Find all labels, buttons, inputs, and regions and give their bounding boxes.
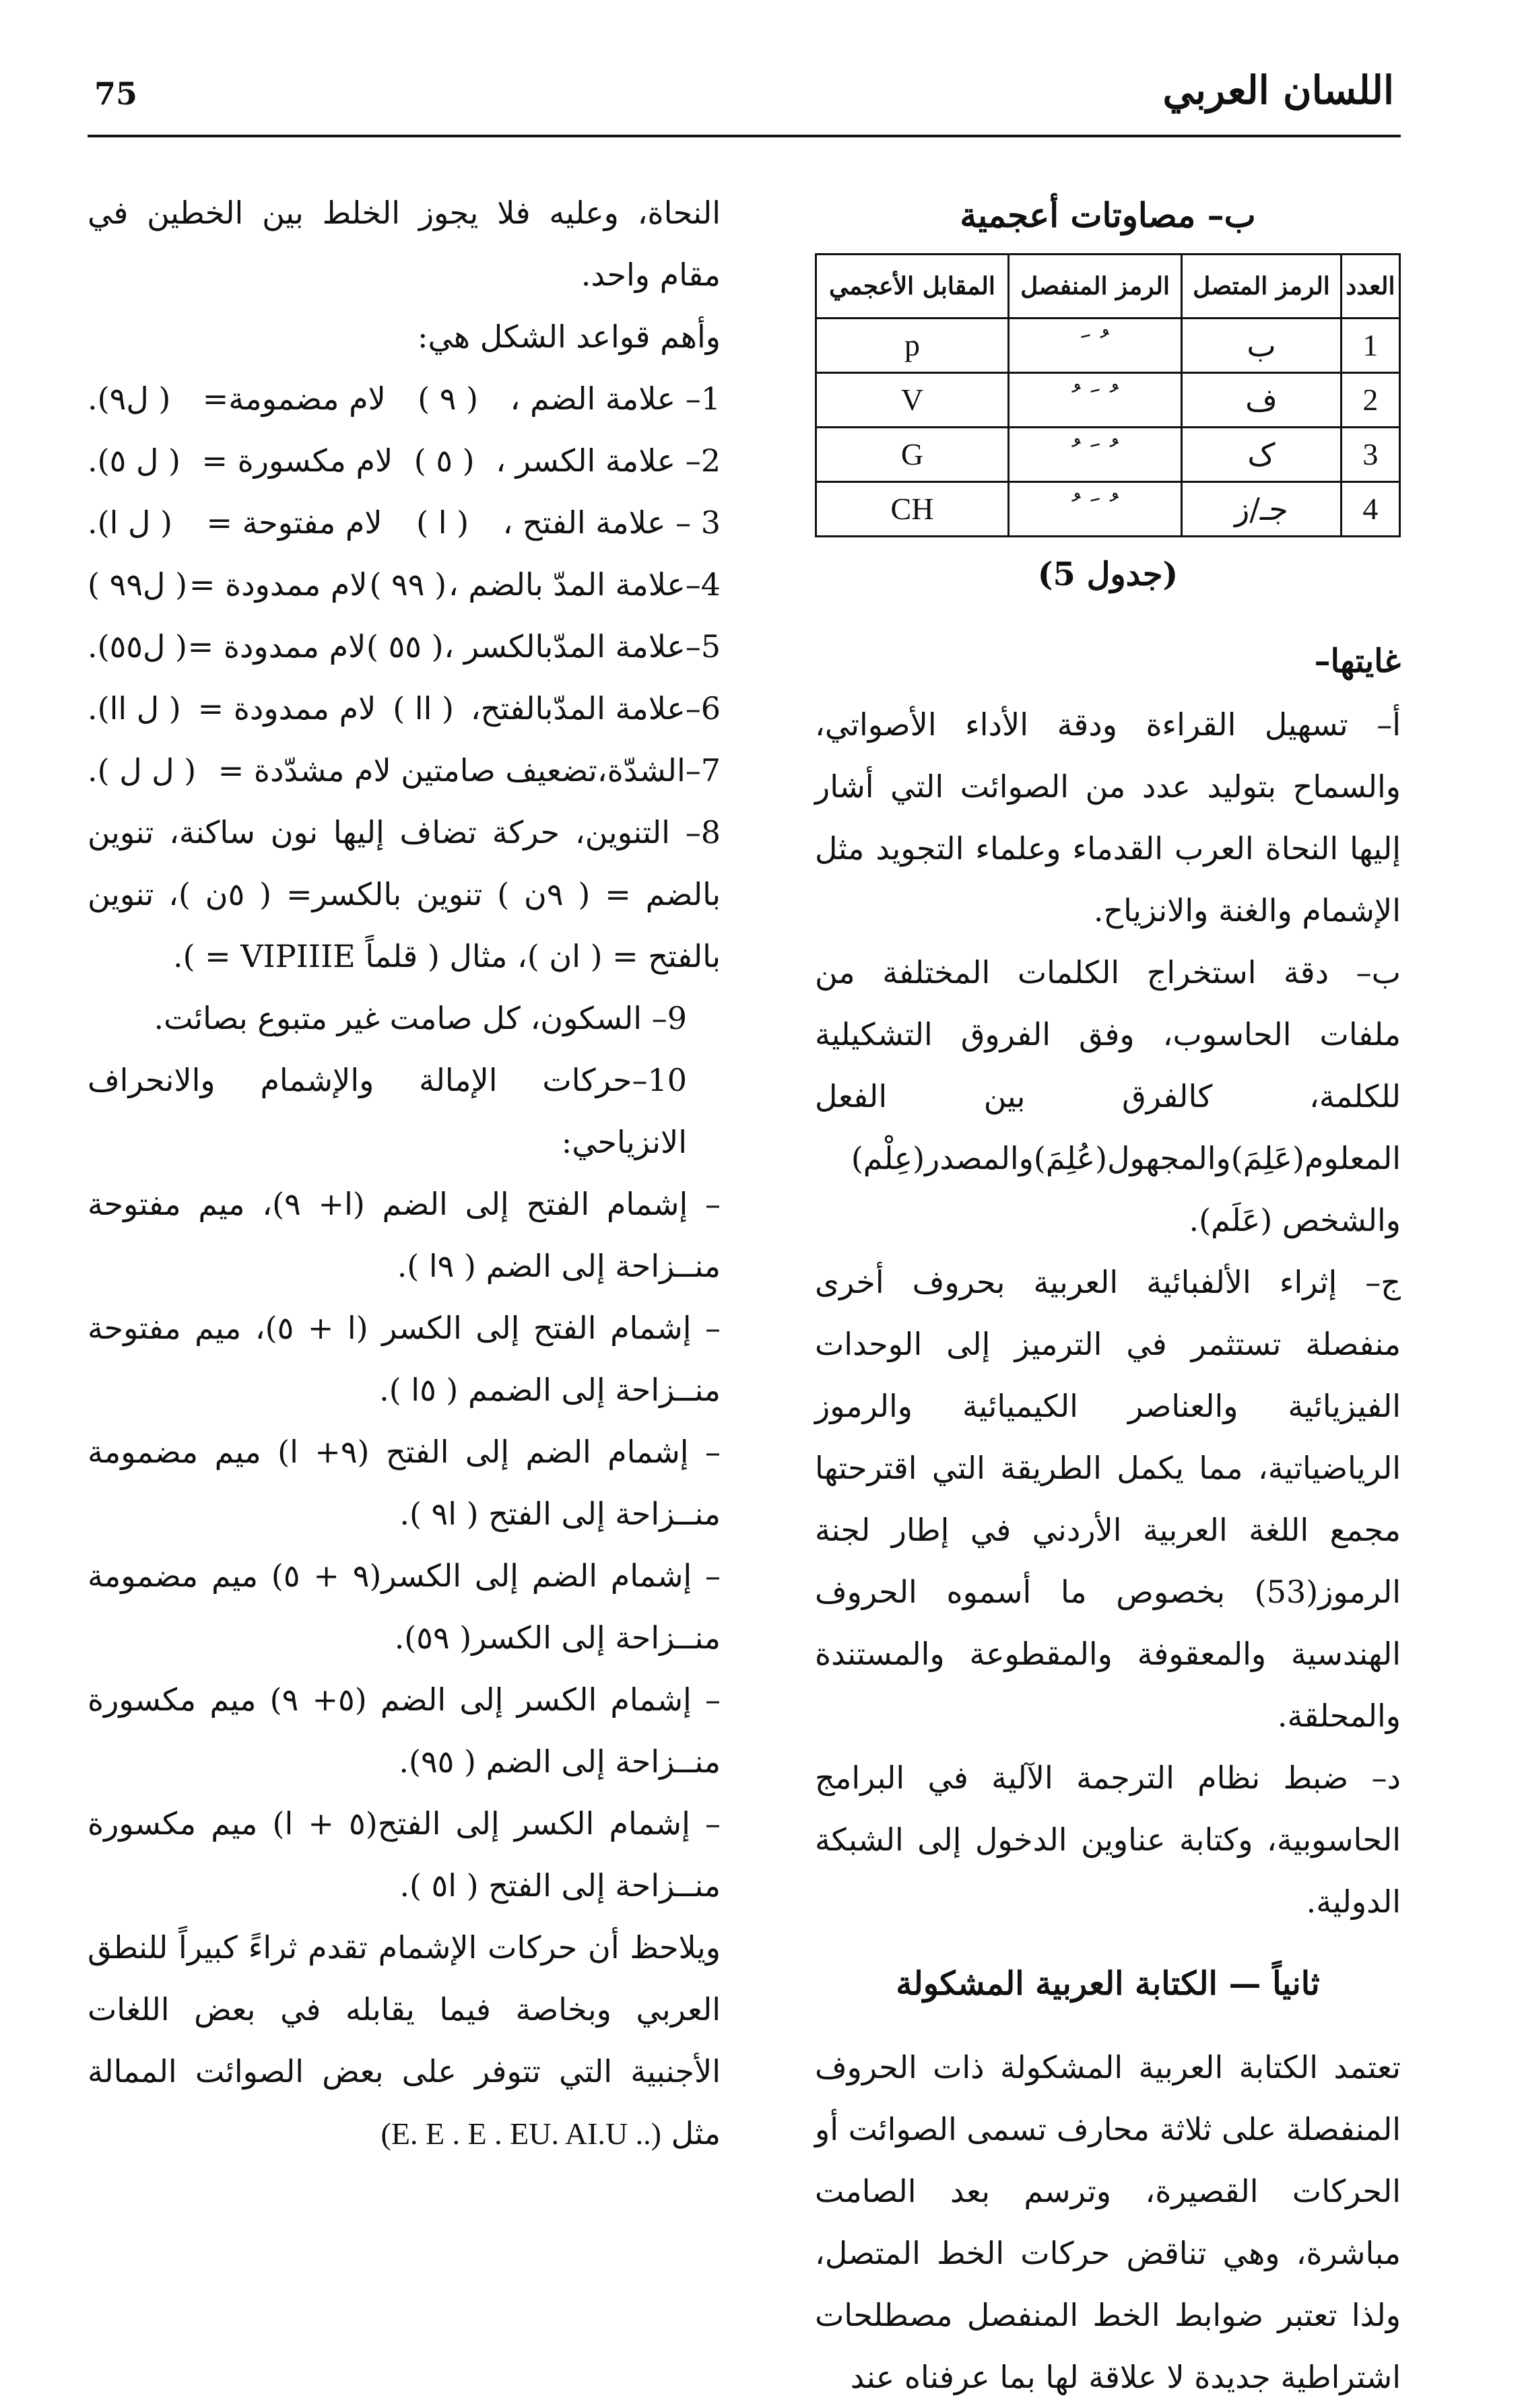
rule-label: 1– علامة الضم ، xyxy=(510,380,721,417)
goal-b-paragraph: ب– دقة استخراج الكلمات المختلفة من ملفات الحاسوب، وفق الفروق التشكيلية للكلمة، كالفرق بين الفعل المعلوم(عَلِمَ)والمجهول(عُلِمَ)والمصدر(عِلْم) والشخص (عَلَم). xyxy=(815,954,1401,1238)
table-header-row xyxy=(816,255,1400,319)
rule-example: ( ل٥٥). xyxy=(88,628,187,665)
ishmam-item: – إشمام الضم إلى الكسر(٩ + ٥) ميم مضمومة منــزاحة إلى الكسر( ٥٩). xyxy=(88,1558,721,1656)
rule-desc: لام ممدودة = xyxy=(189,566,368,603)
cell-separate: ﹸ ﹶ ﹸ xyxy=(1008,428,1181,482)
rule-mark: ( ٥ ) xyxy=(413,442,475,479)
table-row xyxy=(816,482,1400,537)
goals-label: غايتها– xyxy=(1314,642,1401,680)
cell-connected: ب xyxy=(1182,319,1341,373)
table-heading: ب– مصاوتات أعجمية xyxy=(960,195,1256,235)
col-header-number: العدد xyxy=(1341,255,1399,319)
journal-title: اللسان العربي xyxy=(1162,67,1394,113)
rule-desc: لام مفتوحة = xyxy=(206,504,383,541)
rule-example: ( ل٩). xyxy=(88,380,171,417)
cell-number: 1 xyxy=(1341,319,1399,373)
cell-foreign: G xyxy=(816,428,1009,482)
col-header-connected: الرمز المتصل xyxy=(1182,255,1341,319)
ishmam-item: – إشمام الكسر إلى الضم (٥+ ٩) ميم مكسورة منــزاحة إلى الضم ( ٩٥). xyxy=(88,1681,721,1780)
ishmam-item: – إشمام الفتح إلى الكسر (ا + ٥)، ميم مفتوحة منــزاحة إلى الضمم ( ٥ا ). xyxy=(88,1310,721,1408)
col-header-foreign: المقابل الأعجمي xyxy=(816,255,1009,319)
rule-example: ( ل اا). xyxy=(88,690,181,727)
rule-mark: ( ٥٥ ) xyxy=(366,628,444,665)
table-row xyxy=(816,373,1400,428)
rule-mark: ( ا ) xyxy=(416,504,469,541)
cell-number: 4 xyxy=(1341,482,1399,537)
intro-line-1: النحاة، وعليه فلا يجوز الخلط بين الخطين في مقام واحد. xyxy=(88,195,721,293)
cell-connected: ف xyxy=(1182,373,1341,428)
rule-9-paragraph: 9– السكون، كل صامت غير متبوع بصائت. xyxy=(154,1000,687,1036)
rule-row xyxy=(88,368,721,430)
rule-desc: لام ممدودة = xyxy=(187,628,366,665)
ishmam-item: – إشمام الفتح إلى الضم (ا+ ٩)، ميم مفتوحة منــزاحة إلى الضم ( ٩ا ). xyxy=(88,1186,721,1284)
rule-example: ( ل ا). xyxy=(88,504,172,541)
cell-separate: ﹸ ﹶ ﹸ xyxy=(1008,373,1181,428)
rule-desc: لام مضمومة= xyxy=(202,380,386,417)
table-caption: (جدول 5) xyxy=(1037,556,1179,593)
foreign-vowels-table xyxy=(815,253,1401,537)
table-row xyxy=(816,319,1400,373)
rule-mark: ( ٩ ) xyxy=(418,380,479,417)
ishmam-item: – إشمام الضم إلى الفتح (٩+ ا) ميم مضمومة منــزاحة إلى الفتح ( ا٩ ). xyxy=(88,1434,721,1532)
section-body-paragraph: تعتمد الكتابة العربية المشكولة ذات الحروف المنفصلة على ثلاثة محارف تسمى الصوائت أو الحركات القصيرة، وترسم بعد الصامت مباشرة، وهي تناقض حركات الخط المتصل، ولذا تعتبر ضوابط الخط المنفصل مصطلحات اشتراطية جديدة لا علاقة لها بما عرفناه عند xyxy=(814,2049,1401,2395)
cell-foreign: CH xyxy=(816,482,1009,537)
right-column xyxy=(815,182,1401,2408)
section-heading: ثانياً — الكتابة العربية المشكولة xyxy=(896,1965,1320,2003)
left-column xyxy=(88,182,721,2165)
rule-label: 4–علامة المدّ بالضم ، xyxy=(448,566,721,603)
closing-text: ويلاحظ أن حركات الإشمام تقدم ثراءً كبيراً للنطق العربي وبخاصة فيما يقابله في بعض اللغات الأجنبية التي تتوفر على بعض الصوائت الممالة مثل xyxy=(88,1929,721,2151)
rule-label: 2– علامة الكسر ، xyxy=(496,442,721,479)
rule-row xyxy=(88,492,721,554)
cell-number: 2 xyxy=(1341,373,1399,428)
rule-mark: ( اا ) xyxy=(393,690,454,727)
rule-example: ( ل٩٩ ) xyxy=(88,566,188,603)
cell-foreign: p xyxy=(816,319,1009,373)
rule-7-text: 7–الشدّة،تضعيف صامتين لام مشدّدة = xyxy=(218,752,721,789)
rule-8-paragraph: 8– التنوين، حركة تضاف إليها نون ساكنة، تنوين بالضم = ( ٩ن ) تنوين بالكسر= ( ٥ن )، تنوين بالفتح = ( ان )، مثال ( قلماً VIPIIIE = ). xyxy=(88,814,721,974)
rule-row xyxy=(88,430,721,492)
cell-separate: ﹸ ﹶ xyxy=(1008,319,1181,373)
closing-paragraph xyxy=(88,1916,721,2165)
header-rule xyxy=(88,135,1401,137)
cell-connected: ک xyxy=(1182,428,1341,482)
rule-example: ( ل ٥). xyxy=(88,442,180,479)
intro-line-2: وأهم قواعد الشكل هي: xyxy=(417,319,721,355)
rule-row xyxy=(88,554,721,615)
rule-desc: لام ممدودة = xyxy=(197,690,376,727)
ishmam-item: – إشمام الكسر إلى الفتح(٥ + ا) ميم مكسورة منــزاحة إلى الفتح ( ا٥ ). xyxy=(88,1805,721,1904)
cell-separate: ﹸ ﹶ ﹸ xyxy=(1008,482,1181,537)
goal-d-paragraph: د– ضبط نظام الترجمة الآلية في البرامج الحاسوبية، وكتابة عناوين الدخول إلى الشبكة الدولية. xyxy=(815,1760,1401,1920)
rule-row xyxy=(88,615,721,677)
cell-foreign: V xyxy=(816,373,1009,428)
rule-label: 5–علامة المدّبالكسر ، xyxy=(444,628,721,665)
rule-10-paragraph: 10–حركات الإمالة والإشمام والانحراف الانزياحي: xyxy=(88,1062,687,1160)
rule-label: 6–علامة المدّبالفتح، xyxy=(470,690,721,727)
cell-connected: جـ/ز xyxy=(1182,482,1341,537)
rule-row xyxy=(88,677,721,739)
page-number: 75 xyxy=(94,75,138,112)
rule-mark: ( ٩٩ ) xyxy=(369,566,447,603)
rule-desc: لام مكسورة = xyxy=(201,442,393,479)
cell-number: 3 xyxy=(1341,428,1399,482)
col-header-separate: الرمز المنفصل xyxy=(1008,255,1181,319)
rule-label: 3 – علامة الفتح ، xyxy=(502,504,721,541)
goal-a-paragraph: أ– تسهيل القراءة ودقة الأداء الأصواتي، والسماح بتوليد عدد من الصوائت التي أشار إليها النحاة العرب القدماء وعلماء التجويد مثل الإشمام والغنة والانزياح. xyxy=(815,706,1401,929)
closing-latin-examples: (E. E . E . EU. AI.U ..) xyxy=(380,2116,662,2151)
goal-c-paragraph: ج– إثراء الألفبائية العربية بحروف أخرى منفصلة تستثمر في الترميز إلى الوحدات الفيزيائية والعناصر الكيميائية والرموز الرياضياتية، مما يكمل الطريقة التي اقترحتها مجمع اللغة العربية الأردني في إطار لجنة الرموز(53) بخصوص ما أسموه الحروف الهندسية والمعقوفة والمقطوعة والمستندة والمحلقة. xyxy=(815,1264,1401,1734)
table-row xyxy=(816,428,1400,482)
rule-row xyxy=(88,739,721,801)
rule-7-example: ( ل ل ). xyxy=(88,752,197,789)
